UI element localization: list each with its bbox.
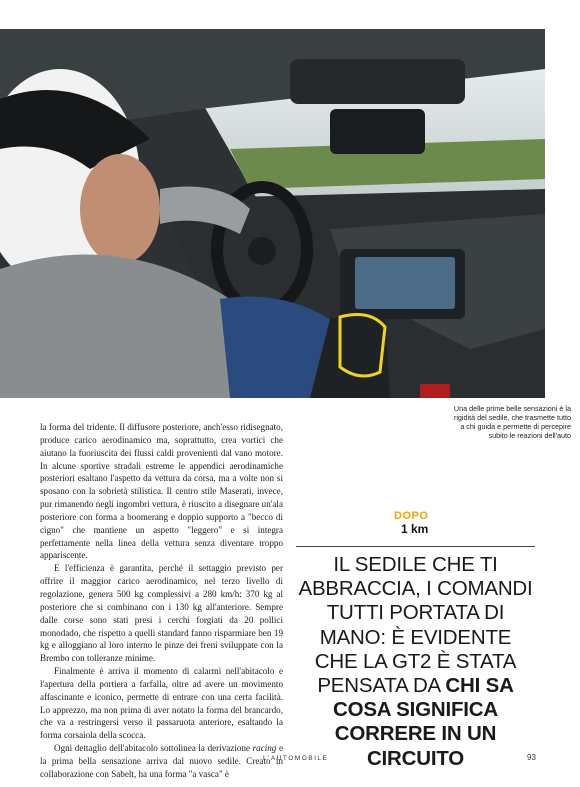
article-paragraph: la forma del tridente. Il diffusore posteriore, anch'esso ridisegnato, produce carico aerodinamico ma, soprattutto, crea vortici che aiutano la fuoriuscita dei flussi caldi provenienti dal vano motore. In alcune sportive stradali estreme le appendici aerodinamiche posteriori esaltano l'aspetto da vettura da corsa, ma a volte non si sposano con la sobrietà stilistica. Il centro stile Maserati, invece, pur rimanendo negli ingombri vettura, è riuscito a disegnare un'ala posteriore con forma a boomerang e doppio supporto a "becco di cigno" che mantiene un aspetto "leggero" e si integra perfettamente nella linea della vettura senza diventare troppo appariscente. <box>40 422 283 561</box>
article-text: e la prima bella sensazione arriva dal nuovo sedile. Creato in collaborazione con Sabelt, ha una forma "a vasca" è <box>40 743 284 779</box>
article-paragraph <box>40 742 283 781</box>
article-paragraph: E l'efficienza è garantita, perché il settaggio previsto per offrire il maggior carico aerodinamico, nel terzo livello di regolazione, genera 500 kg complessivi a 280 km/h: 370 kg al posteriore che si combinano con i 130 kg all'anteriore. Sempre dalle corse sono stati presi i cerchi forgiati da 20 pollici monodado, che rispetto a quelli standard fanno risparmiare ben 19 kg e alloggiano al loro interno le pinze dei freni sviluppate con la Brembo con tolleranze minime. <box>40 563 283 664</box>
pull-quote-bold-text: CHI SA COSA SIGNIFICA CORRERE IN UN CIRCUITO <box>332 674 514 770</box>
article-text: Ogni dettaglio dell'abitacolo sottolinea la derivazione <box>54 743 253 754</box>
article-emphasis: racing <box>252 743 277 754</box>
section-tag-distance: 1 km <box>401 522 429 536</box>
section-tag: DOPO <box>394 510 429 522</box>
pull-quote-text: IL SEDILE CHE TI ABBRACCIA, I COMANDI TUTTI PORTATA DI MANO: È EVIDENTE CHE LA GT2 È STATA PENSATA DA <box>298 553 533 698</box>
divider <box>296 546 535 547</box>
photo-caption: Una delle prime belle sensazioni è la rigidità del sedile, che trasmette tutto a chi guida e permette di percepire subito le reazioni dell'auto <box>453 404 571 440</box>
magazine-name: L'AUTOMOBILE <box>263 755 329 762</box>
article-body <box>40 421 283 781</box>
hero-photo-driver-cockpit <box>0 29 545 398</box>
page-number: 93 <box>527 753 536 762</box>
pull-quote <box>296 553 535 771</box>
article-paragraph: Finalmente è arriva il momento di calarmi nell'abitacolo e l'apertura della portiera a farfalla, oltre ad avere un movimento affascinante e iconico, permette di entrare con una certa facilità. Lo apprezzo, ma non prima di aver notato la forma del brancardo, che va a restringersi verso il passaruota anteriore, esaltando la forma corsaiola della scocca. <box>40 666 283 741</box>
